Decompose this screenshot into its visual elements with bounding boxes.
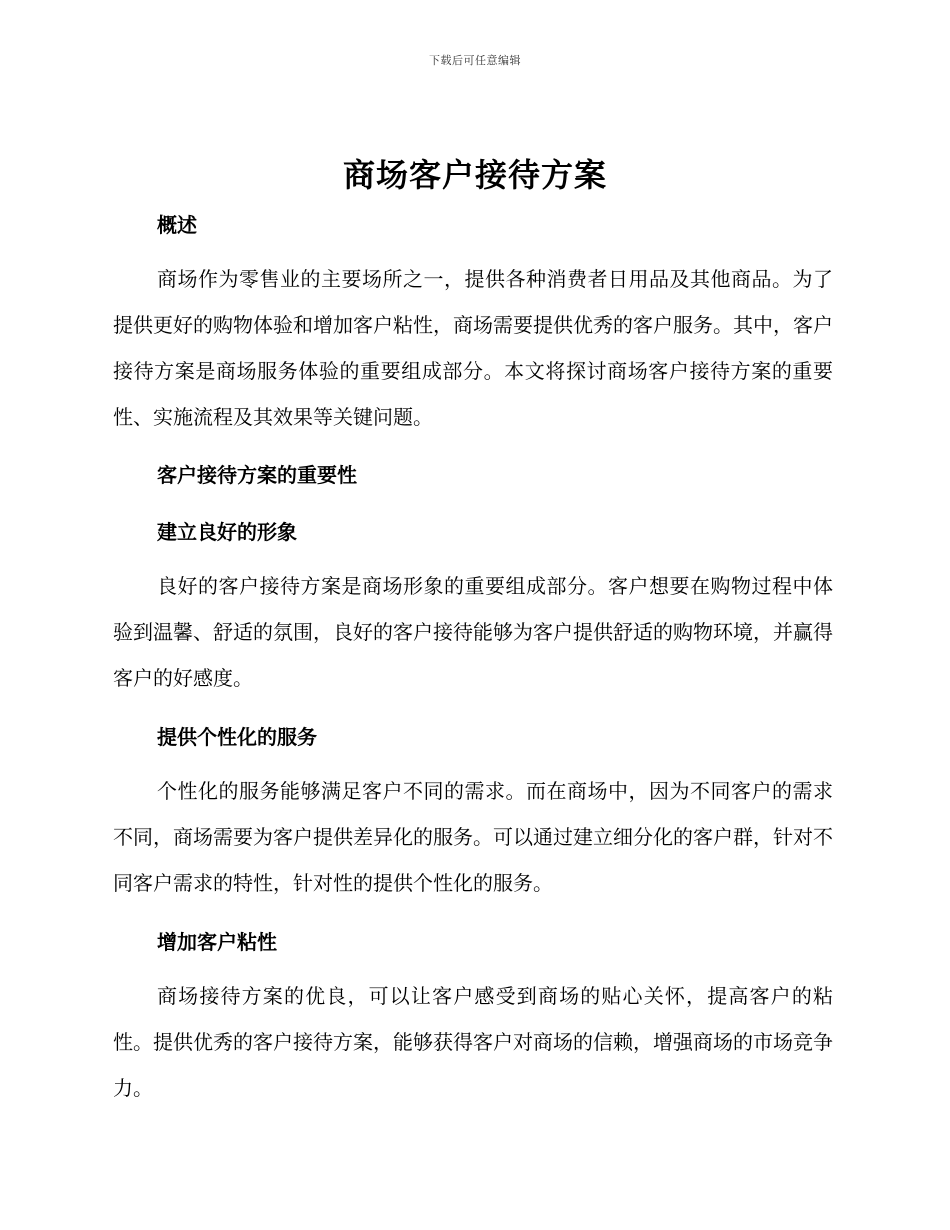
paragraph-overview: 商场作为零售业的主要场所之一，提供各种消费者日用品及其他商品。为了提供更好的购物体验和增加客户粘性，商场需要提供优秀的客户服务。其中，客户接待方案是商场服务体验的重要组成部分。本文将探讨商场客户接待方案的重要性、实施流程及其效果等关键问题。 <box>113 267 833 429</box>
paragraph-good-image: 良好的客户接待方案是商场形象的重要组成部分。客户想要在购物过程中体验到温馨、舒适的氛围，良好的客户接待能够为客户提供舒适的购物环境，并赢得客户的好感度。 <box>113 574 833 690</box>
heading-personalized-service: 提供个性化的服务 <box>157 725 317 749</box>
page-header-note: 下载后可任意编辑 <box>429 54 521 67</box>
heading-good-image: 建立良好的形象 <box>157 520 297 544</box>
paragraph-customer-loyalty: 商场接待方案的优良，可以让客户感受到商场的贴心关怀，提高客户的粘性。提供优秀的客户接待方案，能够获得客户对商场的信赖，增强商场的市场竞争力。 <box>113 984 833 1100</box>
document-title: 商场客户接待方案 <box>342 156 607 194</box>
heading-importance: 客户接待方案的重要性 <box>157 463 357 487</box>
paragraph-personalized-service: 个性化的服务能够满足客户不同的需求。而在商场中，因为不同客户的需求不同，商场需要为客户提供差异化的服务。可以通过建立细分化的客户群，针对不同客户需求的特性，针对性的提供个性化的服务。 <box>113 779 833 895</box>
heading-customer-loyalty: 增加客户粘性 <box>157 930 277 954</box>
heading-overview: 概述 <box>157 213 197 237</box>
